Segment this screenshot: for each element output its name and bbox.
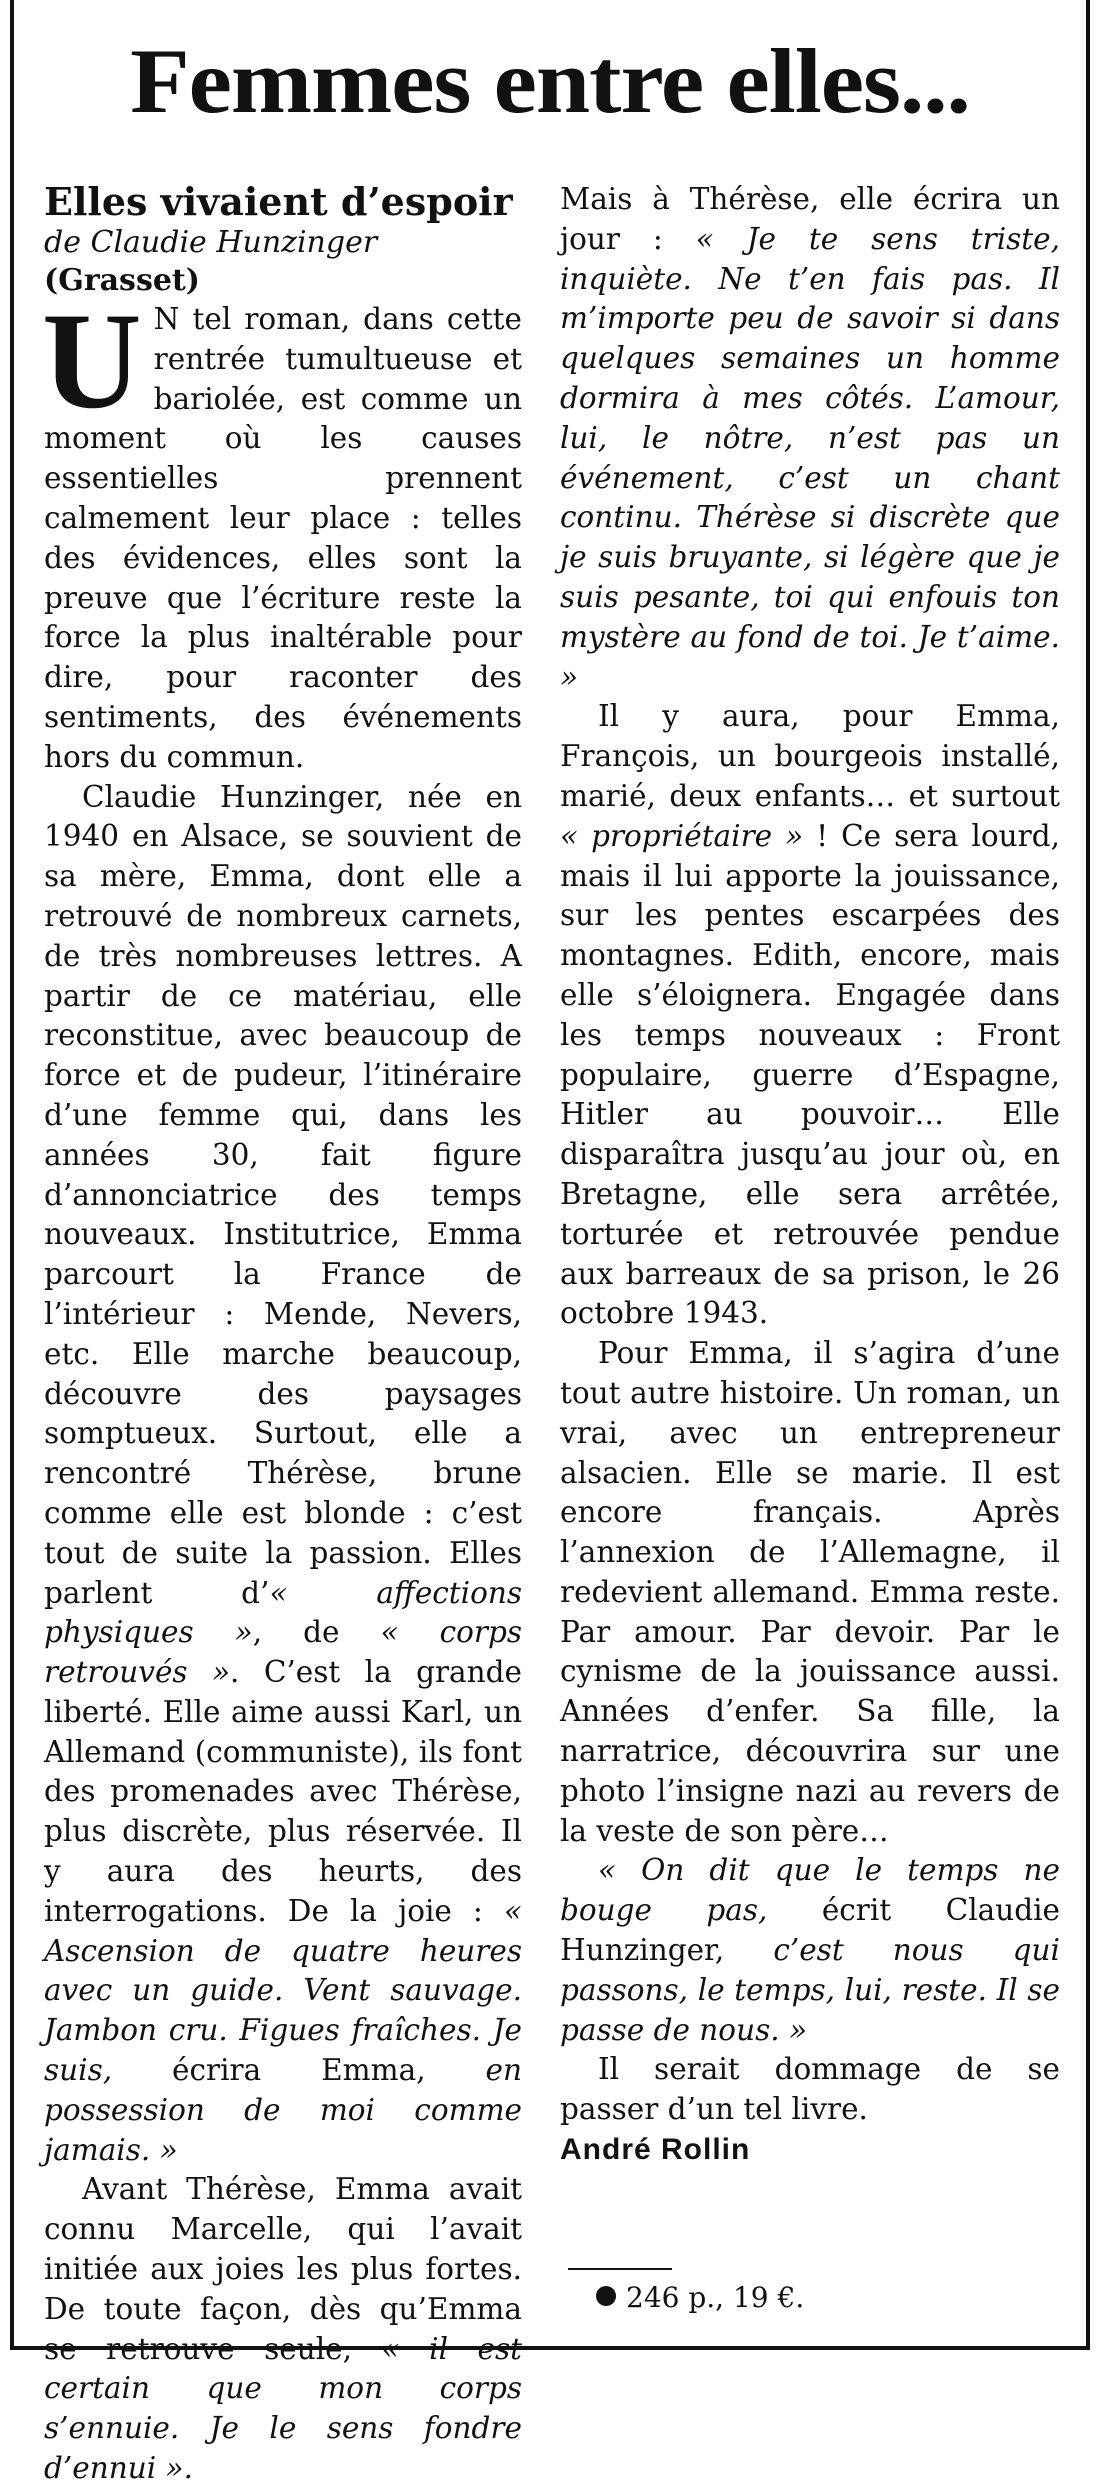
paragraph-4-text-b: ! Ce sera lourd, mais il lui apporte la jouissance, sur les pentes escarpées des montagnes. Edith, encore, mais elle s’éloignera. Engagée dans les temps nouveaux : Front populaire, guerre d’Espagne, Hitler au pouvoir… Elle disparaîtra jusqu’au jour où, en Bretagne, elle sera arrêtée, torturée et retrouvée pendue aux barreaux de sa prison, le 26 octobre 1943. (560, 818, 1060, 1331)
paragraph-3-quote-2: « Je te sens triste, inquiète. Ne t’en fais pas. Il m’importe peu de savoir si dans quelques semaines un homme dormira à mes côtés. L’amour, lui, le nôtre, n’est pas un événement, c’est un chant continu. Thérèse si discrète que je suis bruyante, si légère que je suis pesante, toi qui enfouis ton mystère au fond de toi. Je t’aime. » (560, 221, 1060, 694)
paragraph-6-text-a: écrit Claudie Hunzinger, (560, 1893, 1060, 1968)
book-author: de Claudie Hunzinger (44, 225, 378, 260)
book-publisher: (Grasset) (44, 263, 200, 298)
left-column (44, 180, 522, 2489)
right-column (560, 180, 1060, 2170)
paragraph-3-text-a: Avant Thérèse, Emma avait connu Marcelle, qui l’avait initiée aux joies les plus fortes. De toute façon, dès qu’Emma se retrouve seule, (44, 2172, 522, 2366)
author-signature: André Rollin (560, 2133, 751, 2167)
paragraph-4-text-a: Il y aura, pour Emma, François, un bourgeois installé, marié, deux enfants… et surtout (560, 699, 1060, 813)
paragraph-3-quote-1: « il est certain que mon corps s’ennuie. Je le sens fondre d’ennui ». (44, 2331, 523, 2486)
paragraph-4-quote-1: « propriétaire » (560, 818, 804, 853)
paragraph-3-continued (560, 180, 1060, 697)
paragraph-6-quote-2: c’est nous qui passons, le temps, lui, reste. Il se passe de nous. » (560, 1933, 1060, 2047)
drop-cap: U (42, 284, 142, 437)
paragraph-2-quote-4: en possession de moi comme jamais. » (44, 2053, 522, 2167)
book-title: Elles vivaient d’espoir (44, 179, 513, 224)
paragraph-2-quote-2: « corps retrouvés » (44, 1615, 522, 1690)
paragraph-2-text-d: écrira Emma, (112, 2053, 486, 2088)
paragraph-1 (42, 284, 522, 778)
paragraph-6-quote-1: « On dit que le temps ne bouge pas, (560, 1853, 1060, 1928)
paragraph-2-text-a: Claudie Hunzinger, née en 1940 en Alsace, se souvient de sa mère, Emma, dont elle a retrouvé de nombreux carnets, de très nombreuses lettres. A partir de ce matériau, elle reconstitue, avec beaucoup de force et de pudeur, l’itinéraire d’une femme qui, dans les années 30, fait figure d’annonciatrice des temps nouveaux. Institutrice, Emma parcourt la France de l’intérieur : Mende, Nevers, etc. Elle marche beaucoup, découvre des paysages somptueux. Surtout, elle a rencontré Thérèse, brune comme elle est blonde : c’est tout de suite la passion. Elles parlent d’ (44, 779, 522, 1610)
paragraph-2-text-c: . C’est la grande liberté. Elle aime aussi Karl, un Allemand (communiste), ils font des promenades avec Thérèse, plus discrète, plus réservée. Il y aura des heurts, des interrogations. De la joie : (44, 1655, 522, 1928)
paragraph-2 (44, 778, 522, 2171)
paragraph-3-start (44, 2170, 522, 2488)
paragraph-2-quote-3: « Ascension de quatre heures avec un guide. Vent sauvage. Jambon cru. Figues fraîches. Je suis, (44, 1893, 522, 2088)
headline: Femmes entre elles... (130, 30, 970, 132)
price-rule (568, 2268, 672, 2270)
paragraph-1-text: N tel roman, dans cette rentrée tumultueuse et bariolée, est comme un moment où les causes essentielles prennent calmement leur place : telles des évidences, elles sont la preuve que l’écriture reste la force la plus inaltérable pour dire, pour raconter des sentiments, des événements hors du commun. (44, 302, 522, 774)
price-text: 246 p., 19 €. (626, 2281, 805, 2314)
book-info (596, 2280, 804, 2316)
paragraph-4 (560, 697, 1060, 1334)
paragraph-2-text-b: , de (252, 1615, 381, 1650)
bullet-icon (596, 2286, 616, 2306)
paragraph-2-quote-1: « affections physiques » (44, 1575, 522, 1650)
paragraph-3-text-b: Mais à Thérèse, elle écrira un jour : (560, 182, 1060, 256)
paragraph-5: Pour Emma, il s’agira d’une tout autre histoire. Un roman, un vrai, avec un entrepreneur alsacien. Elle se marie. Il est encore français. Après l’annexion de l’Allemagne, il redevient allemand. Emma reste. Par amour. Par devoir. Par le cynisme de la jouissance aussi. Années d’enfer. Sa fille, la narratrice, découvrira sur une photo l’insigne nazi au revers de la veste de son père… (560, 1336, 1060, 1848)
paragraph-7: Il serait dommage de se passer d’un tel livre. (560, 2052, 1060, 2127)
paragraph-6 (560, 1851, 1060, 2050)
